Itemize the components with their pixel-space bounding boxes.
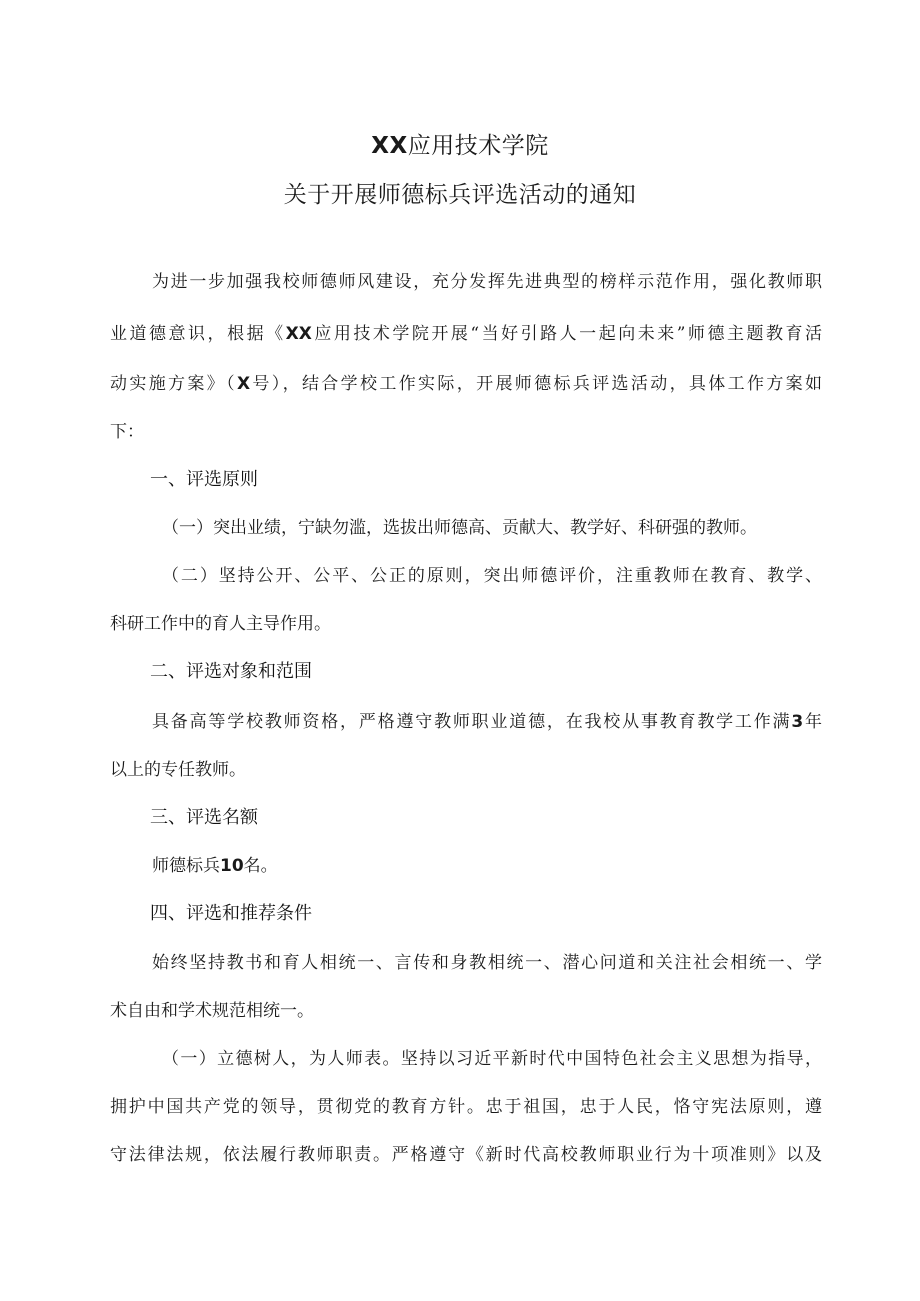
intro-line-3: 动实施方案》（X号），结合学校工作实际，开展师德标兵评选活动，具体工作方案如 <box>110 374 823 394</box>
section-heading-quota: 三、评选名额 <box>150 807 258 828</box>
section-heading-principles: 一、评选原则 <box>150 469 258 490</box>
conditions-p2-line-2: 拥护中国共产党的领导，贯彻党的教育方针。忠于祖国，忠于人民，恪守宪法原则，遵 <box>110 1097 822 1117</box>
principle-item-2-line-2: 科研工作中的育人主导作用。 <box>110 614 331 634</box>
principle-item-2-line-1: （二）坚持公开、公平、公正的原则，突出师德评价，注重教师在教育、教学、 <box>162 566 822 586</box>
conditions-p1-line-2: 术自由和学术规范相统一。 <box>110 1001 314 1021</box>
intro-line-2: 业道德意识，根据《XX应用技术学院开展“当好引路人一起向未来”师德主题教育活 <box>110 324 823 344</box>
intro-line-4: 下： <box>110 422 144 442</box>
quota-line: 师德标兵10名。 <box>152 856 278 876</box>
section-heading-scope: 二、评选对象和范围 <box>150 661 312 682</box>
section-heading-conditions: 四、评选和推荐条件 <box>150 903 312 924</box>
document-title-line2: 关于开展师德标兵评选活动的通知 <box>283 182 637 208</box>
title-school-name: 应用技术学院 <box>407 133 549 159</box>
scope-line-2: 以上的专任教师。 <box>110 760 246 780</box>
scope-line-1: 具备高等学校教师资格，严格遵守教师职业道德，在我校从事教育教学工作满3年 <box>152 712 823 732</box>
principle-item-1: （一）突出业绩，宁缺勿滥，选拔出师德高、贡献大、教学好、科研强的教师。 <box>162 518 757 538</box>
title-school-code: XX <box>371 133 408 159</box>
conditions-p2-line-1: （一）立德树人，为人师表。坚持以习近平新时代中国特色社会主义思想为指导， <box>162 1049 822 1069</box>
document-title-line1 <box>0 127 920 160</box>
conditions-p2-line-3: 守法律法规，依法履行教师职责。严格遵守《新时代高校教师职业行为十项准则》以及 <box>110 1145 822 1165</box>
conditions-p1-line-1: 始终坚持教书和育人相统一、言传和身教相统一、潜心问道和关注社会相统一、学 <box>152 953 822 973</box>
intro-line-1: 为进一步加强我校师德师风建设，充分发挥先进典型的榜样示范作用，强化教师职 <box>152 272 822 292</box>
